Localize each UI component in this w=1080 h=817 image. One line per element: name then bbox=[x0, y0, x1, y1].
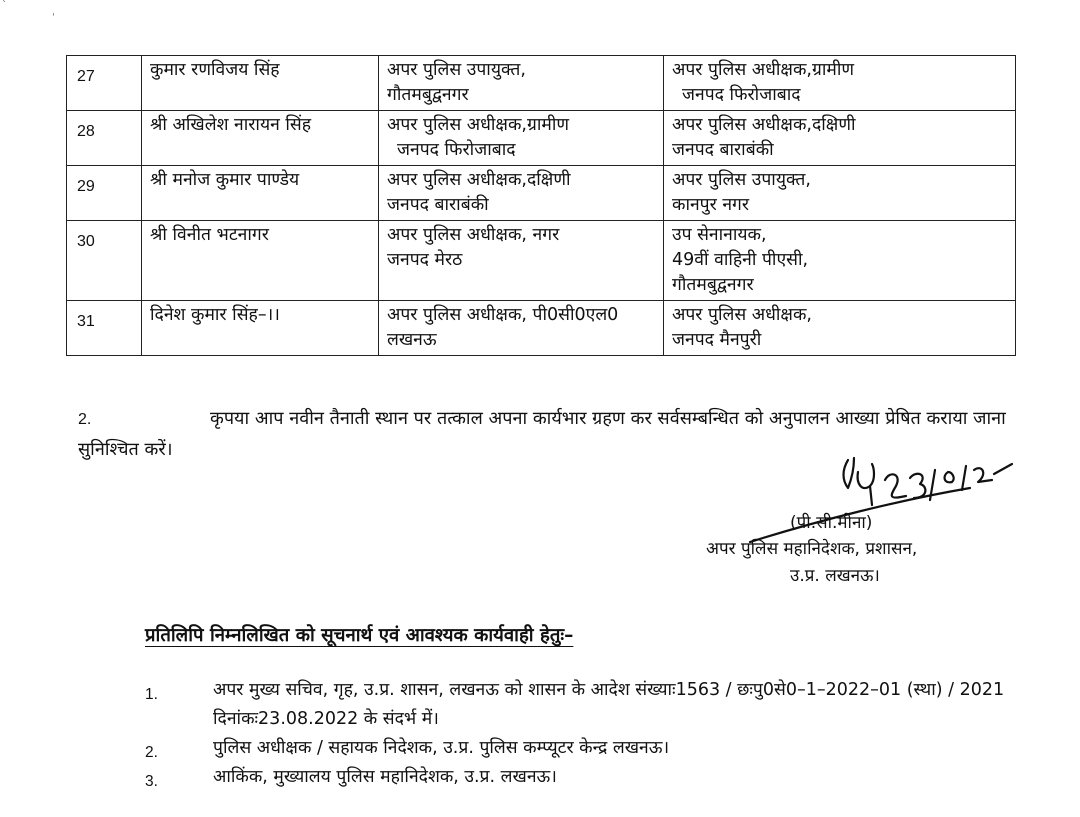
serial-number-cell: 27 bbox=[67, 56, 142, 111]
new-posting-cell bbox=[664, 166, 1016, 221]
table-body bbox=[67, 56, 1016, 356]
new-posting-cell-line: अपर पुलिस अधीक्षक, bbox=[672, 305, 812, 325]
copy-item bbox=[145, 734, 1025, 763]
current-posting-cell-line: जनपद मेरठ bbox=[387, 250, 463, 270]
signature-block bbox=[690, 450, 1020, 600]
officer-name-cell-line: दिनेश कुमार सिंह–।। bbox=[150, 305, 280, 325]
current-posting-cell bbox=[379, 301, 664, 356]
current-posting-cell bbox=[379, 111, 664, 166]
serial-number-cell: 29 bbox=[67, 166, 142, 221]
current-posting-cell-line: जनपद फिरोजाबाद bbox=[397, 140, 516, 160]
officer-name-cell-line: श्री विनीत भटनागर bbox=[150, 225, 269, 245]
scan-mark: ' bbox=[52, 12, 55, 23]
serial-number-cell: 28 bbox=[67, 111, 142, 166]
copy-item-number: 1. bbox=[145, 686, 158, 703]
new-posting-cell-line: जनपद बाराबंकी bbox=[672, 140, 774, 160]
new-posting-cell-line: जनपद मैनपुरी bbox=[672, 330, 762, 350]
current-posting-cell-line: अपर पुलिस अधीक्षक,दक्षिणी bbox=[387, 170, 571, 190]
signatory-place: उ.प्र. लखनऊ। bbox=[790, 566, 880, 586]
paragraph-number: 2. bbox=[78, 411, 92, 428]
table-row bbox=[67, 56, 1016, 111]
current-posting-cell bbox=[379, 221, 664, 301]
signatory-designation: अपर पुलिस महानिदेशक, प्रशासन, bbox=[706, 539, 918, 559]
table-row bbox=[67, 221, 1016, 301]
new-posting-cell-line: अपर पुलिस अधीक्षक,दक्षिणी bbox=[672, 115, 856, 135]
copy-item bbox=[145, 763, 1025, 792]
new-posting-cell bbox=[664, 56, 1016, 111]
copy-item-text: अपर मुख्य सचिव, गृह, उ.प्र. शासन, लखनऊ को शासन के आदेश संख्याः1563 / छःपु0से0–1–2022–01 (स्था) / 2021 दिनांकः23.08.2022 के संदर्भ में। bbox=[213, 680, 1005, 729]
officer-name-cell-line: श्री मनोज कुमार पाण्डेय bbox=[150, 170, 300, 190]
scan-mark: ` bbox=[2, 0, 7, 11]
table-row bbox=[67, 166, 1016, 221]
current-posting-cell-line: जनपद बाराबंकी bbox=[387, 195, 489, 215]
officer-name-cell bbox=[142, 301, 379, 356]
copy-list bbox=[145, 676, 1025, 792]
officer-name-cell bbox=[142, 166, 379, 221]
new-posting-cell-line: अपर पुलिस अधीक्षक,ग्रामीण bbox=[672, 60, 855, 80]
serial-number-cell: 31 bbox=[67, 301, 142, 356]
new-posting-cell-line: उप सेनानायक, bbox=[672, 225, 767, 245]
current-posting-cell-line: अपर पुलिस अधीक्षक,ग्रामीण bbox=[387, 115, 570, 135]
new-posting-cell bbox=[664, 221, 1016, 301]
signatory-name: (पी.सी.मीना) bbox=[790, 513, 873, 533]
officer-name-cell bbox=[142, 56, 379, 111]
copy-item-number: 3. bbox=[145, 773, 158, 790]
new-posting-cell bbox=[664, 301, 1016, 356]
current-posting-cell bbox=[379, 166, 664, 221]
new-posting-cell-line: गौतमबुद्वनगर bbox=[672, 275, 754, 295]
current-posting-cell-line: अपर पुलिस उपायुक्त, bbox=[387, 60, 526, 80]
copy-item-text: आकिंक, मुख्यालय पुलिस महानिदेशक, उ.प्र. लखनऊ। bbox=[213, 767, 557, 787]
current-posting-cell-line: अपर पुलिस अधीक्षक, नगर bbox=[387, 225, 560, 245]
officer-name-cell bbox=[142, 111, 379, 166]
new-posting-cell-line: जनपद फिरोजाबाद bbox=[682, 85, 801, 105]
paragraph-text: कृपया आप नवीन तैनाती स्थान पर तत्काल अपना कार्यभार ग्रहण कर सर्वसम्बन्धित को अनुपालन आख्या प्रेषित कराया जाना सुनिश्चित करें। bbox=[78, 408, 1006, 460]
transfer-table bbox=[66, 55, 1016, 356]
copy-heading: प्रतिलिपि निम्नलिखित को सूचनार्थ एवं आवश्यक कार्यवाही हेतुः– bbox=[145, 625, 574, 646]
table-row bbox=[67, 111, 1016, 166]
current-posting-cell-line: गौतमबुद्वनगर bbox=[387, 85, 469, 105]
table-row bbox=[67, 301, 1016, 356]
new-posting-cell-line: अपर पुलिस उपायुक्त, bbox=[672, 170, 811, 190]
officer-name-cell-line: कुमार रणविजय सिंह bbox=[150, 60, 280, 80]
current-posting-cell bbox=[379, 56, 664, 111]
current-posting-cell-line: अपर पुलिस अधीक्षक, पी0सी0एल0 bbox=[387, 305, 619, 325]
current-posting-cell-line: लखनऊ bbox=[387, 330, 437, 350]
copy-item bbox=[145, 676, 1025, 734]
serial-number-cell: 30 bbox=[67, 221, 142, 301]
new-posting-cell bbox=[664, 111, 1016, 166]
officer-name-cell-line: श्री अखिलेश नारायन सिंह bbox=[150, 115, 312, 135]
new-posting-cell-line: कानपुर नगर bbox=[672, 195, 750, 215]
new-posting-cell-line: 49वीं वाहिनी पीएसी, bbox=[672, 250, 809, 270]
officer-name-cell bbox=[142, 221, 379, 301]
copy-item-number: 2. bbox=[145, 744, 158, 761]
copy-item-text: पुलिस अधीक्षक / सहायक निदेशक, उ.प्र. पुलिस कम्प्यूटर केन्द्र लखनऊ। bbox=[213, 738, 670, 758]
